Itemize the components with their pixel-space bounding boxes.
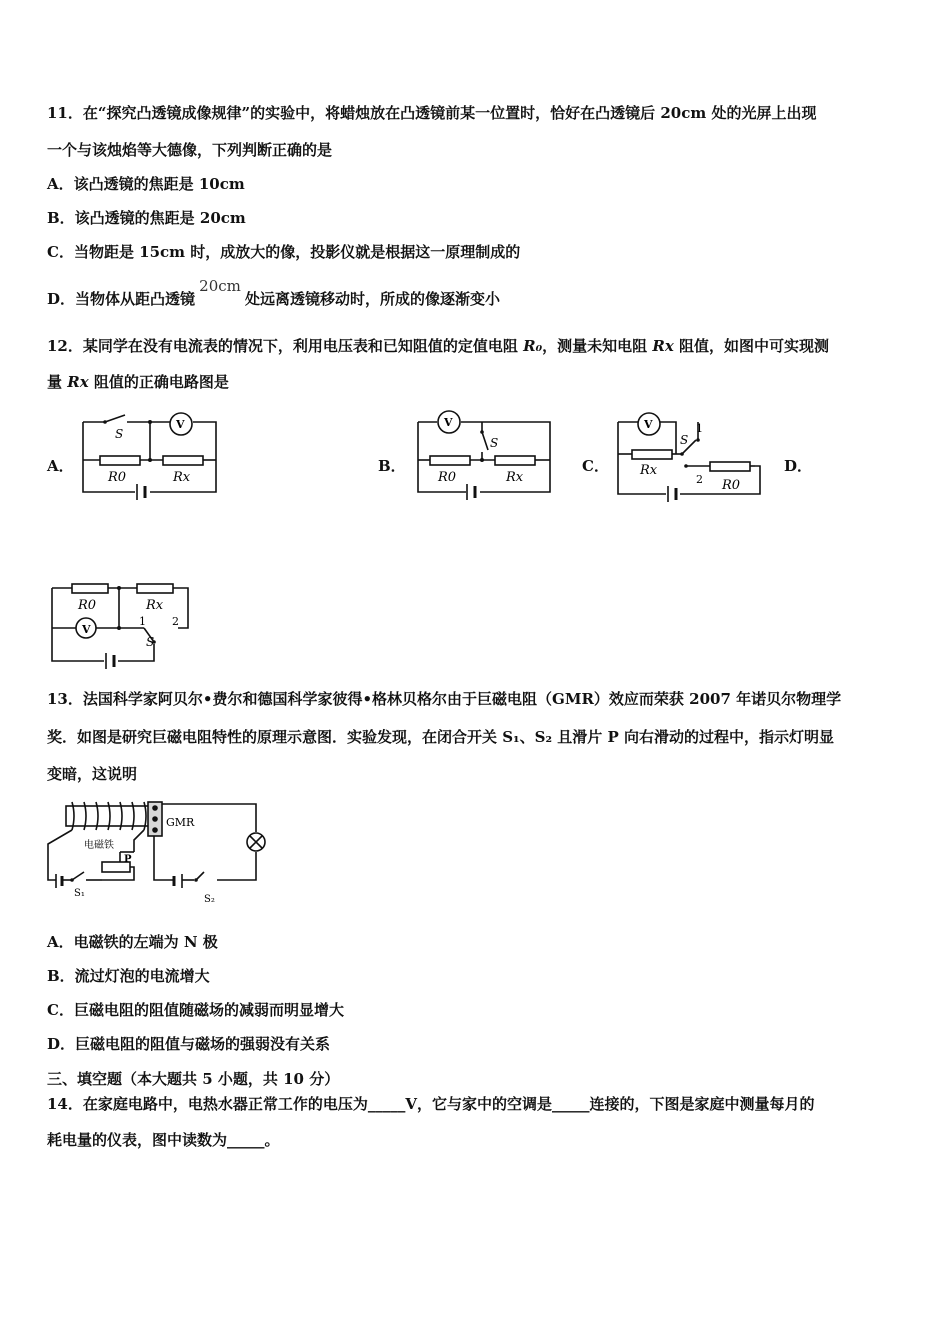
switch-s2-label: S₂ [204,894,215,905]
q14-stem-line2: 耗电量的仪表，图中读数为_____。 [47,1131,280,1149]
circuit-c-pos1-label: 1 [696,422,703,435]
circuit-b-rx-label: Rx [506,470,524,485]
q13-option-b: B．流过灯泡的电流增大 [47,967,210,985]
q13-stem-line1: 13．法国科学家阿贝尔•费尔和德国科学家彼得•格林贝格尔由于巨磁电阻（GMR）效应而荣获 2007 年诺贝尔物理学 [47,690,842,708]
q11-stem-line1: 11．在“探究凸透镜成像规律”的实验中，将蜡烛放在凸透镜前某一位置时，恰好在凸透镜后 20cm 处的光屏上出现 [47,104,817,122]
electromagnet-label: 电磁铁 [84,840,114,851]
circuit-c-pos2-label: 2 [696,473,703,486]
q11-option-d [47,277,501,309]
q11-option-b: B．该凸透镜的焦距是 20cm [47,209,246,227]
circuit-a-rx-label: Rx [173,470,191,485]
q11-option-a: A．该凸透镜的焦距是 10cm [47,175,245,193]
switch-s1-label: S₁ [74,888,85,899]
q14-stem-line1: 14．在家庭电路中，电热水器正常工作的电压为_____V，它与家中的空调是_____连接的，下图是家庭中测量每月的 [47,1095,815,1113]
circuit-diagram-a [75,410,225,506]
q12-stem2-post: 阻值的正确电路图是 [88,373,229,391]
q11-option-d-value: 20cm [199,277,241,295]
q13-option-c: C．巨磁电阻的阻值随磁场的减弱而明显增大 [47,1001,344,1019]
q13-stem-line3: 变暗，这说明 [47,765,138,783]
q13-option-a: A．电磁铁的左端为 N 极 [47,933,218,951]
slider-p-label: P [124,854,132,865]
q12-option-c-label: C． [582,457,609,475]
q11-option-d-pre: D．当物体从距凸透镜 [47,290,196,308]
q12-rx-symbol: Rx [652,337,674,355]
circuit-c-s-label: S [680,433,689,447]
circuit-c-r0-label: R0 [722,478,741,493]
circuit-diagram-d [44,578,194,673]
circuit-c-rx-label: Rx [640,463,658,478]
q12-r0-symbol: R₀ [523,337,543,355]
circuit-b-voltmeter-label: V [444,416,453,429]
gmr-circuit-diagram [42,796,272,906]
q12-stem-line1 [47,336,829,356]
circuit-a-s-label: S [115,427,124,441]
q12-stem-line2 [47,372,229,392]
circuit-diagram-b [410,410,560,506]
q11-option-d-post: 处远离透镜移动时，所成的像逐渐变小 [245,290,501,308]
q12-option-b-label: B． [378,457,406,475]
section-heading: 三、填空题（本大题共 5 小题，共 10 分） [47,1070,340,1088]
q12-option-a-label: A． [47,457,74,475]
circuit-d-pos2-label: 2 [172,615,179,628]
q11-option-c: C．当物距是 15cm 时，成放大的像，投影仪就是根据这一原理制成的 [47,243,521,261]
q11-stem-line2: 一个与该烛焰等大德像，下列判断正确的是 [47,141,333,159]
q12-stem2-pre: 量 [47,373,68,391]
circuit-d-rx-label: Rx [146,598,164,613]
q12-stem-post: 阻值，如图中可实现测 [673,337,830,355]
circuit-a-r0-label: R0 [108,470,127,485]
circuit-d-s-label: S [146,635,155,649]
circuit-d-pos1-label: 1 [139,615,146,628]
circuit-d-voltmeter-label: V [82,623,91,636]
q12-stem-pre: 12．某同学在没有电流表的情况下，利用电压表和已知阻值的定值电阻 [47,337,524,355]
q13-option-d: D．巨磁电阻的阻值与磁场的强弱没有关系 [47,1035,331,1053]
circuit-b-s-label: S [490,436,499,450]
circuit-b-r0-label: R0 [438,470,457,485]
q12-option-d-label: D． [784,457,813,475]
circuit-d-r0-label: R0 [78,598,97,613]
q12-stem-mid: ，测量未知电阻 [542,337,653,355]
q12-rx-symbol-2: Rx [67,373,89,391]
circuit-a-voltmeter-label: V [176,418,185,431]
gmr-label: GMR [166,816,195,829]
q13-stem-line2: 奖．如图是研究巨磁电阻特性的原理示意图．实验发现，在闭合开关 S₁、S₂ 且滑片 P 向右滑动的过程中，指示灯明显 [47,728,834,746]
circuit-diagram-c [610,410,770,510]
circuit-c-voltmeter-label: V [644,418,653,431]
